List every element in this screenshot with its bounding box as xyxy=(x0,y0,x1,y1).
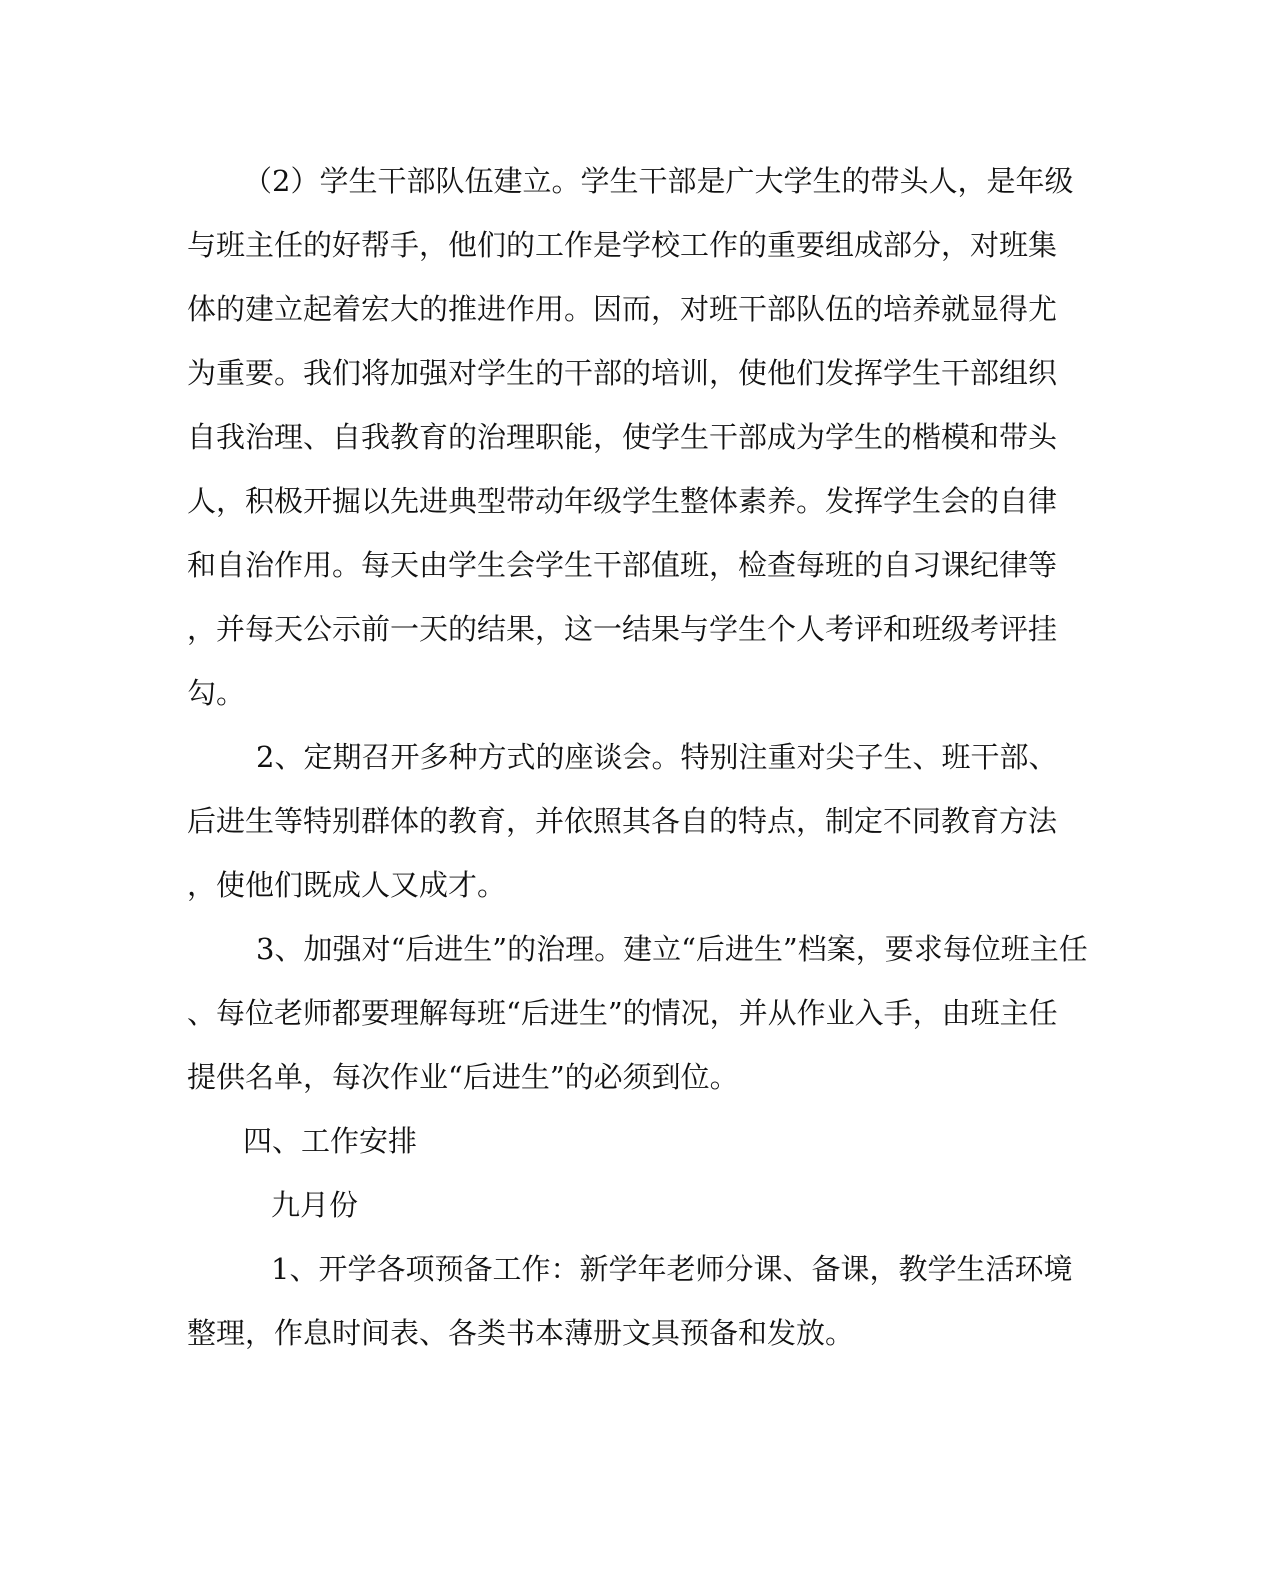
paragraph-line: 、每位老师都要理解每班“后进生”的情况，并从作业入手，由班主任 xyxy=(187,996,1058,1030)
section-heading: 四、工作安排 xyxy=(243,1124,418,1158)
paragraph-line: 后进生等特别群体的教育，并依照其各自的特点，制定不同教育方法 xyxy=(187,804,1058,838)
paragraph-line: 为重要。我们将加强对学生的干部的培训，使他们发挥学生干部组织 xyxy=(187,356,1058,390)
paragraph-line: ，使他们既成人又成才。 xyxy=(187,868,507,902)
paragraph-line: 3、加强对“后进生”的治理。建立“后进生”档案，要求每位班主任 xyxy=(256,932,1088,966)
paragraph-line: 提供名单，每次作业“后进生”的必须到位。 xyxy=(187,1060,739,1094)
month-heading: 九月份 xyxy=(271,1188,359,1222)
paragraph-line: 和自治作用。每天由学生会学生干部值班，检查每班的自习课纪律等 xyxy=(187,548,1058,582)
paragraph-line: 1、开学各项预备工作：新学年老师分课、备课，教学生活环境 xyxy=(271,1252,1073,1286)
paragraph-line: 整理，作息时间表、各类书本薄册文具预备和发放。 xyxy=(187,1316,855,1350)
paragraph-line: 2、定期召开多种方式的座谈会。特别注重对尖子生、班干部、 xyxy=(256,740,1058,774)
paragraph-line: （2）学生干部队伍建立。学生干部是广大学生的带头人，是年级 xyxy=(243,164,1074,198)
paragraph-line: 勾。 xyxy=(187,676,246,710)
paragraph-line: 体的建立起着宏大的推进作用。因而，对班干部队伍的培养就显得尤 xyxy=(187,292,1058,326)
paragraph-line: 自我治理、自我教育的治理职能，使学生干部成为学生的楷模和带头 xyxy=(187,420,1058,454)
paragraph-line: ，并每天公示前一天的结果，这一结果与学生个人考评和班级考评挂 xyxy=(187,612,1058,646)
paragraph-line: 人，积极开掘以先进典型带动年级学生整体素养。发挥学生会的自律 xyxy=(187,484,1058,518)
paragraph-line: 与班主任的好帮手，他们的工作是学校工作的重要组成部分，对班集 xyxy=(187,228,1058,262)
